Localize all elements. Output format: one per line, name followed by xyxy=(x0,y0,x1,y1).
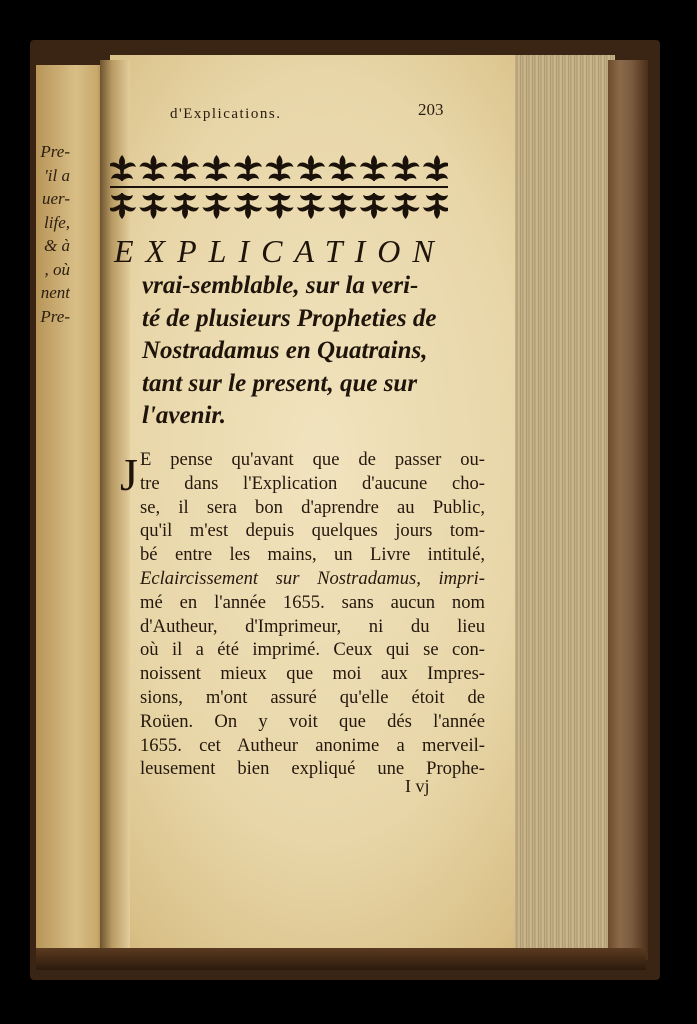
fleuron-icon xyxy=(360,155,388,181)
body-line: 1655. cet Autheur anonime a merveil- xyxy=(140,734,485,756)
page-edges xyxy=(515,55,615,955)
left-fragment: Pre- xyxy=(40,142,70,161)
fleuron-icon xyxy=(140,155,168,181)
fleuron-icon xyxy=(360,193,388,219)
fleuron-icon xyxy=(234,193,262,219)
fleuron-icon xyxy=(392,193,420,219)
body-line: où il a été imprimé. Ceux qui se con- xyxy=(140,639,485,661)
fleuron-icon xyxy=(171,155,199,181)
fleuron-icon xyxy=(266,193,294,219)
subheading-line: vrai-semblable, sur la veri- xyxy=(142,272,419,299)
body-line: d'Autheur, d'Imprimeur, ni du lieu xyxy=(140,615,485,637)
fleuron-icon xyxy=(110,193,136,219)
fleuron-icon xyxy=(171,193,199,219)
fleuron-icon xyxy=(329,193,357,219)
fleuron-icon xyxy=(203,155,231,181)
left-page-text xyxy=(36,140,70,328)
left-fragment: uer- xyxy=(42,189,70,208)
subheading-line: tant sur le present, que sur xyxy=(142,369,418,397)
page-number: 203 xyxy=(418,100,444,119)
left-fragment: 'il a xyxy=(44,165,70,185)
fleuron-icon xyxy=(392,155,420,181)
fleuron-icon xyxy=(266,155,294,181)
body-line: noissent mieux que moi aux Impres- xyxy=(140,663,485,685)
running-head: d'Explications. xyxy=(170,106,282,122)
body-line: Eclaircissement sur Nostradamus, impri- xyxy=(140,567,485,589)
left-fragment: & à xyxy=(44,236,70,255)
body-line: E pense qu'avant que de passer ou- xyxy=(140,449,485,470)
fleuron-icon xyxy=(140,193,168,219)
body-line: mé en l'année 1655. sans aucun nom xyxy=(140,591,485,613)
subheading-line: Nostradamus en Quatrains, xyxy=(142,337,428,364)
left-fragment: nent xyxy=(40,283,70,302)
fleuron-icon xyxy=(329,155,357,181)
body-line: bé entre les mains, un Livre intitulé, xyxy=(140,544,485,566)
body-line: se, il sera bon d'aprendre au Public, xyxy=(140,496,485,518)
fleuron-icon xyxy=(423,155,448,181)
body-line: leusement bien expliqué une Prophe- xyxy=(140,758,485,780)
fleuron-icon xyxy=(297,193,325,219)
fleuron-ornament-band xyxy=(110,152,448,222)
subheading-line: té de plusieurs Propheties de xyxy=(142,304,437,332)
body-paragraph xyxy=(140,448,485,781)
cover-bottom-edge xyxy=(36,948,646,970)
left-fragment: Pre- xyxy=(40,306,70,326)
fleuron-icon xyxy=(110,155,136,181)
body-line: sions, m'ont assuré qu'elle étoit de xyxy=(140,686,485,708)
fleuron-icon xyxy=(203,193,231,219)
section-subheading xyxy=(142,270,472,433)
body-line: Roüen. On y voit que dés l'année xyxy=(140,710,485,732)
drop-cap: J xyxy=(120,449,138,500)
subheading-line: l'avenir. xyxy=(142,402,227,429)
cover-edge xyxy=(608,60,648,960)
fleuron-icon xyxy=(234,155,262,181)
left-fragment: life, xyxy=(44,212,70,232)
fleuron-icon xyxy=(297,155,325,181)
signature-mark: I vj xyxy=(405,776,430,796)
left-fragment: , où xyxy=(44,259,70,279)
section-heading: EXPLICATION xyxy=(114,233,446,269)
fleuron-icon xyxy=(423,193,448,219)
body-line: qu'il m'est depuis quelques jours tom- xyxy=(140,520,485,542)
body-line: tre dans l'Explication d'aucune cho- xyxy=(140,472,485,494)
